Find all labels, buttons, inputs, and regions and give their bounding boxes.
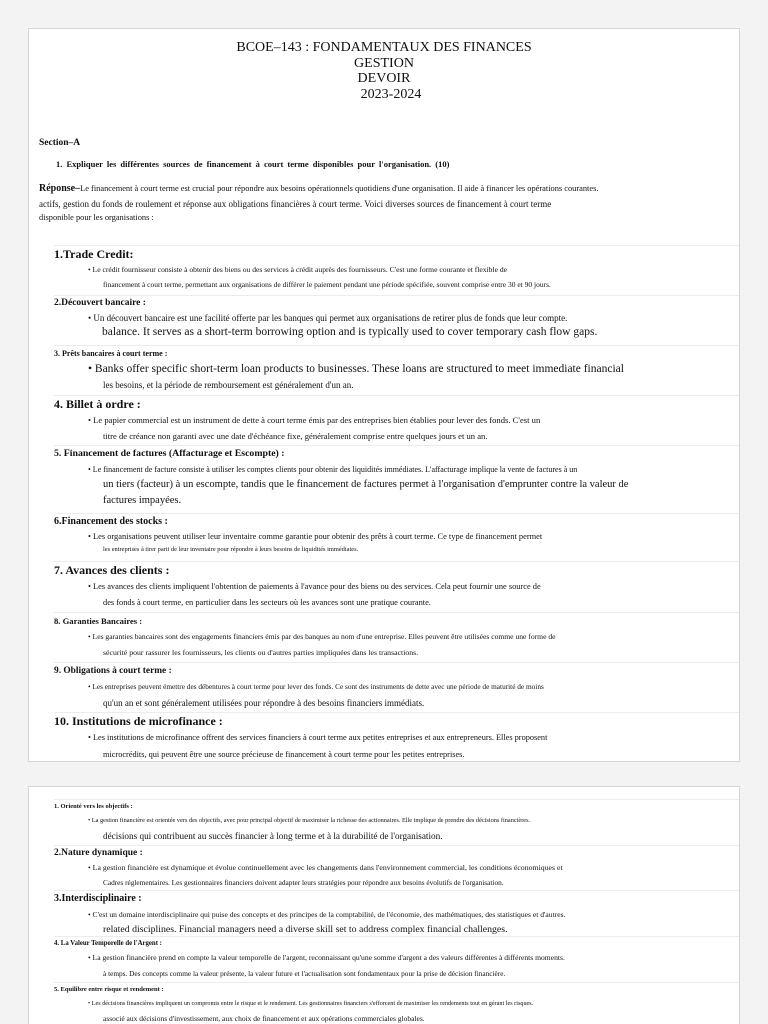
item-text: • Le financement de facture consiste à utiliser les comptes clients pour obtenir des liquidités immédiates. L'affacturage implique la vente de factures à un [88, 465, 578, 474]
item-text: un tiers (facteur) à un escompte, tandis que le financement de factures permet à l'organisation d'emprunter contre la valeur de [103, 479, 629, 490]
list-item [54, 712, 740, 762]
course-title: BCOE–143 : FONDAMENTAUX DES FINANCES [236, 40, 532, 55]
item-text: • Les avances des clients impliquent l'obtention de paiements à l'avance pour des biens ou des services. Cela peut fournir une source de [88, 582, 541, 591]
list-item [54, 799, 740, 844]
item-title: 1.Trade Credit: [54, 245, 740, 262]
section-heading: Section–A [39, 138, 81, 148]
item-title: 3. Prêts bancaires à court terme : [54, 345, 740, 361]
item-text: • La gestion financière est orientée vers des objectifs, avec pour principal objectif de maximiser la richesse des actionnaires. Elle implique de prendre des décisions financières. [88, 817, 531, 824]
answer-line-1: Le financement à court terme est crucial pour répondre aux besoins opérationnels quotidiens d'une organisation. Il aide à financer les opérations courantes. [80, 184, 599, 193]
list-item [54, 345, 740, 392]
answer-label: Réponse– [39, 183, 81, 194]
item-text: • Les organisations peuvent utiliser leur inventaire comme garantie pour obtenir des prêts à court terme. Ce type de financement permet [88, 532, 543, 541]
item-title: 3.Interdisciplinaire : [54, 890, 740, 907]
item-text: des fonds à court terme, en particulier dans les secteurs où les avances sont une pratique courante. [103, 598, 431, 607]
item-text: décisions qui contribuent au succès financier à long terme et à la durabilité de l'organisation. [103, 831, 443, 841]
academic-year: 2023-2024 [360, 86, 422, 102]
item-title: 1. Orienté vers les objectifs : [54, 799, 740, 814]
item-text: • Les entreprises peuvent émettre des débentures à court terme pour lever des fonds. Ce sont des instruments de dette avec une période de maturité de moins [88, 682, 544, 691]
item-text: • La gestion financière prend en compte la valeur temporelle de l'argent, reconnaissant qu'une somme d'argent a des valeurs différentes à différents moments. [88, 953, 565, 962]
item-title: 4. La Valeur Temporelle de l'Argent : [54, 936, 740, 950]
answer-intro [39, 181, 719, 224]
item-text: sécurité pour rassurer les fournisseurs, les clients ou d'autres parties impliquées dans les transactions. [103, 648, 419, 657]
item-title: 8. Garanties Bancaires : [54, 612, 740, 629]
item-title: 9. Obligations à court terme : [54, 662, 740, 679]
item-text: qu'un an et sont généralement utilisées pour répondre à des besoins financiers immédiats. [103, 698, 425, 708]
item-title: 5. Financement de factures (Affacturage et Escompte) : [54, 445, 740, 462]
list-item [54, 936, 740, 981]
document-header [29, 40, 739, 102]
item-text: à temps. Des concepts comme la valeur présente, la valeur future et l'actualisation sont fondamentaux pour la prise de décision financière. [103, 969, 506, 978]
item-text: • Un découvert bancaire est une facilité offerte par les banques qui permet aux organisations de retirer plus de fonds que leur compte. [88, 313, 568, 323]
list-item [54, 445, 740, 509]
item-text: • La gestion financière est dynamique et évolue continuellement avec les changements dans l'environnement commercial, les conditions économiques et [88, 863, 563, 872]
item-text: factures impayées. [103, 495, 182, 506]
list-item [54, 890, 740, 938]
item-text: associé aux décisions d'investissement, aux choix de financement et aux opérations commerciales globales. [103, 1014, 425, 1023]
item-title: 4. Billet à ordre : [54, 395, 740, 412]
item-text: les besoins, et la période de remboursement est généralement d'un an. [103, 380, 354, 390]
assignment-label: DEVOIR [357, 71, 411, 86]
item-title: 5. Equilibre entre risque et rendement : [54, 982, 740, 997]
list-item [54, 662, 740, 712]
item-text: related disciplines. Financial managers need a diverse skill set to address complex financial challenges. [103, 924, 508, 935]
item-text: microcrédits, qui peuvent être une source précieuse de financement à court terme pour les petites entreprises. [103, 750, 465, 759]
course-subtitle: GESTION [354, 55, 414, 71]
list-item [54, 845, 740, 890]
document-page-2 [28, 786, 740, 1024]
item-text: • Les décisions financières impliquent un compromis entre le risque et le rendement. Les gestionnaires financiers s'efforcent de maximiser les rendements tout en gérant les risques. [88, 1000, 534, 1007]
item-text: titre de créance non garanti avec une date d'échéance fixe, généralement comprise entre quelques jours et un an. [103, 431, 488, 441]
question-text: 1. Expliquer les différentes sources de financement à court terme disponibles pour l'organisation. (10) [56, 159, 450, 169]
item-title: 2.Nature dynamique : [54, 845, 740, 860]
item-title: 2.Découvert bancaire : [54, 295, 740, 311]
item-text: • Les garanties bancaires sont des engagements financiers émis par des banques au nom d'une entreprise. Elles peuvent être utilisées comme une forme de [88, 632, 556, 641]
item-text: • Le crédit fournisseur consiste à obtenir des biens ou des services à crédit auprès des fournisseurs. C'est une forme courante et flexible de [88, 265, 508, 274]
item-title: 10. Institutions de microfinance : [54, 712, 740, 730]
item-title: 6.Financement des stocks : [54, 513, 740, 529]
list-item [54, 561, 740, 611]
item-text: • Le papier commercial est un instrument de dette à court terme émis par des entreprises bien établies pour lever des fonds. C'est un [88, 415, 541, 425]
item-text: • Banks offer specific short-term loan products to businesses. These loans are structured to meet immediate financial [88, 363, 624, 375]
list-item [54, 245, 740, 292]
list-item [54, 612, 740, 661]
item-text: • Les institutions de microfinance offrent des services financiers à court terme aux petites entreprises et aux entrepreneurs. Elles proposent [88, 733, 548, 742]
item-text: Cadres réglementaires. Les gestionnaires financiers doivent adapter leurs stratégies pour répondre aux besoins évolutifs de l'organisation. [103, 878, 504, 887]
item-title: 7. Avances des clients : [54, 561, 740, 579]
item-text: les entreprises à tirer parti de leur inventaire pour répondre à leurs besoins de liquidités immédiates. [103, 546, 359, 553]
list-item [54, 395, 740, 444]
list-item [54, 513, 740, 556]
document-page-1 [28, 28, 740, 762]
list-item [54, 295, 740, 339]
answer-line-3: disponible pour les organisations : [39, 213, 154, 222]
item-text: financement à court terme, permettant aux organisations de différer le paiement pendant une période spécifiée, souvent comprise entre 30 et 90 jours. [103, 280, 551, 289]
item-text: balance. It serves as a short-term borrowing option and is typically used to cover temporary cash flow gaps. [102, 326, 598, 338]
list-item [54, 982, 740, 1024]
answer-line-2: actifs, gestion du fonds de roulement et réponse aux obligations financières à court terme. Voici diverses sources de financement à court terme [39, 198, 552, 209]
item-text: • C'est un domaine interdisciplinaire qui puise des concepts et des principes de la comptabilité, de l'économie, des mathématiques, des statistiques et d'autres. [88, 910, 566, 919]
